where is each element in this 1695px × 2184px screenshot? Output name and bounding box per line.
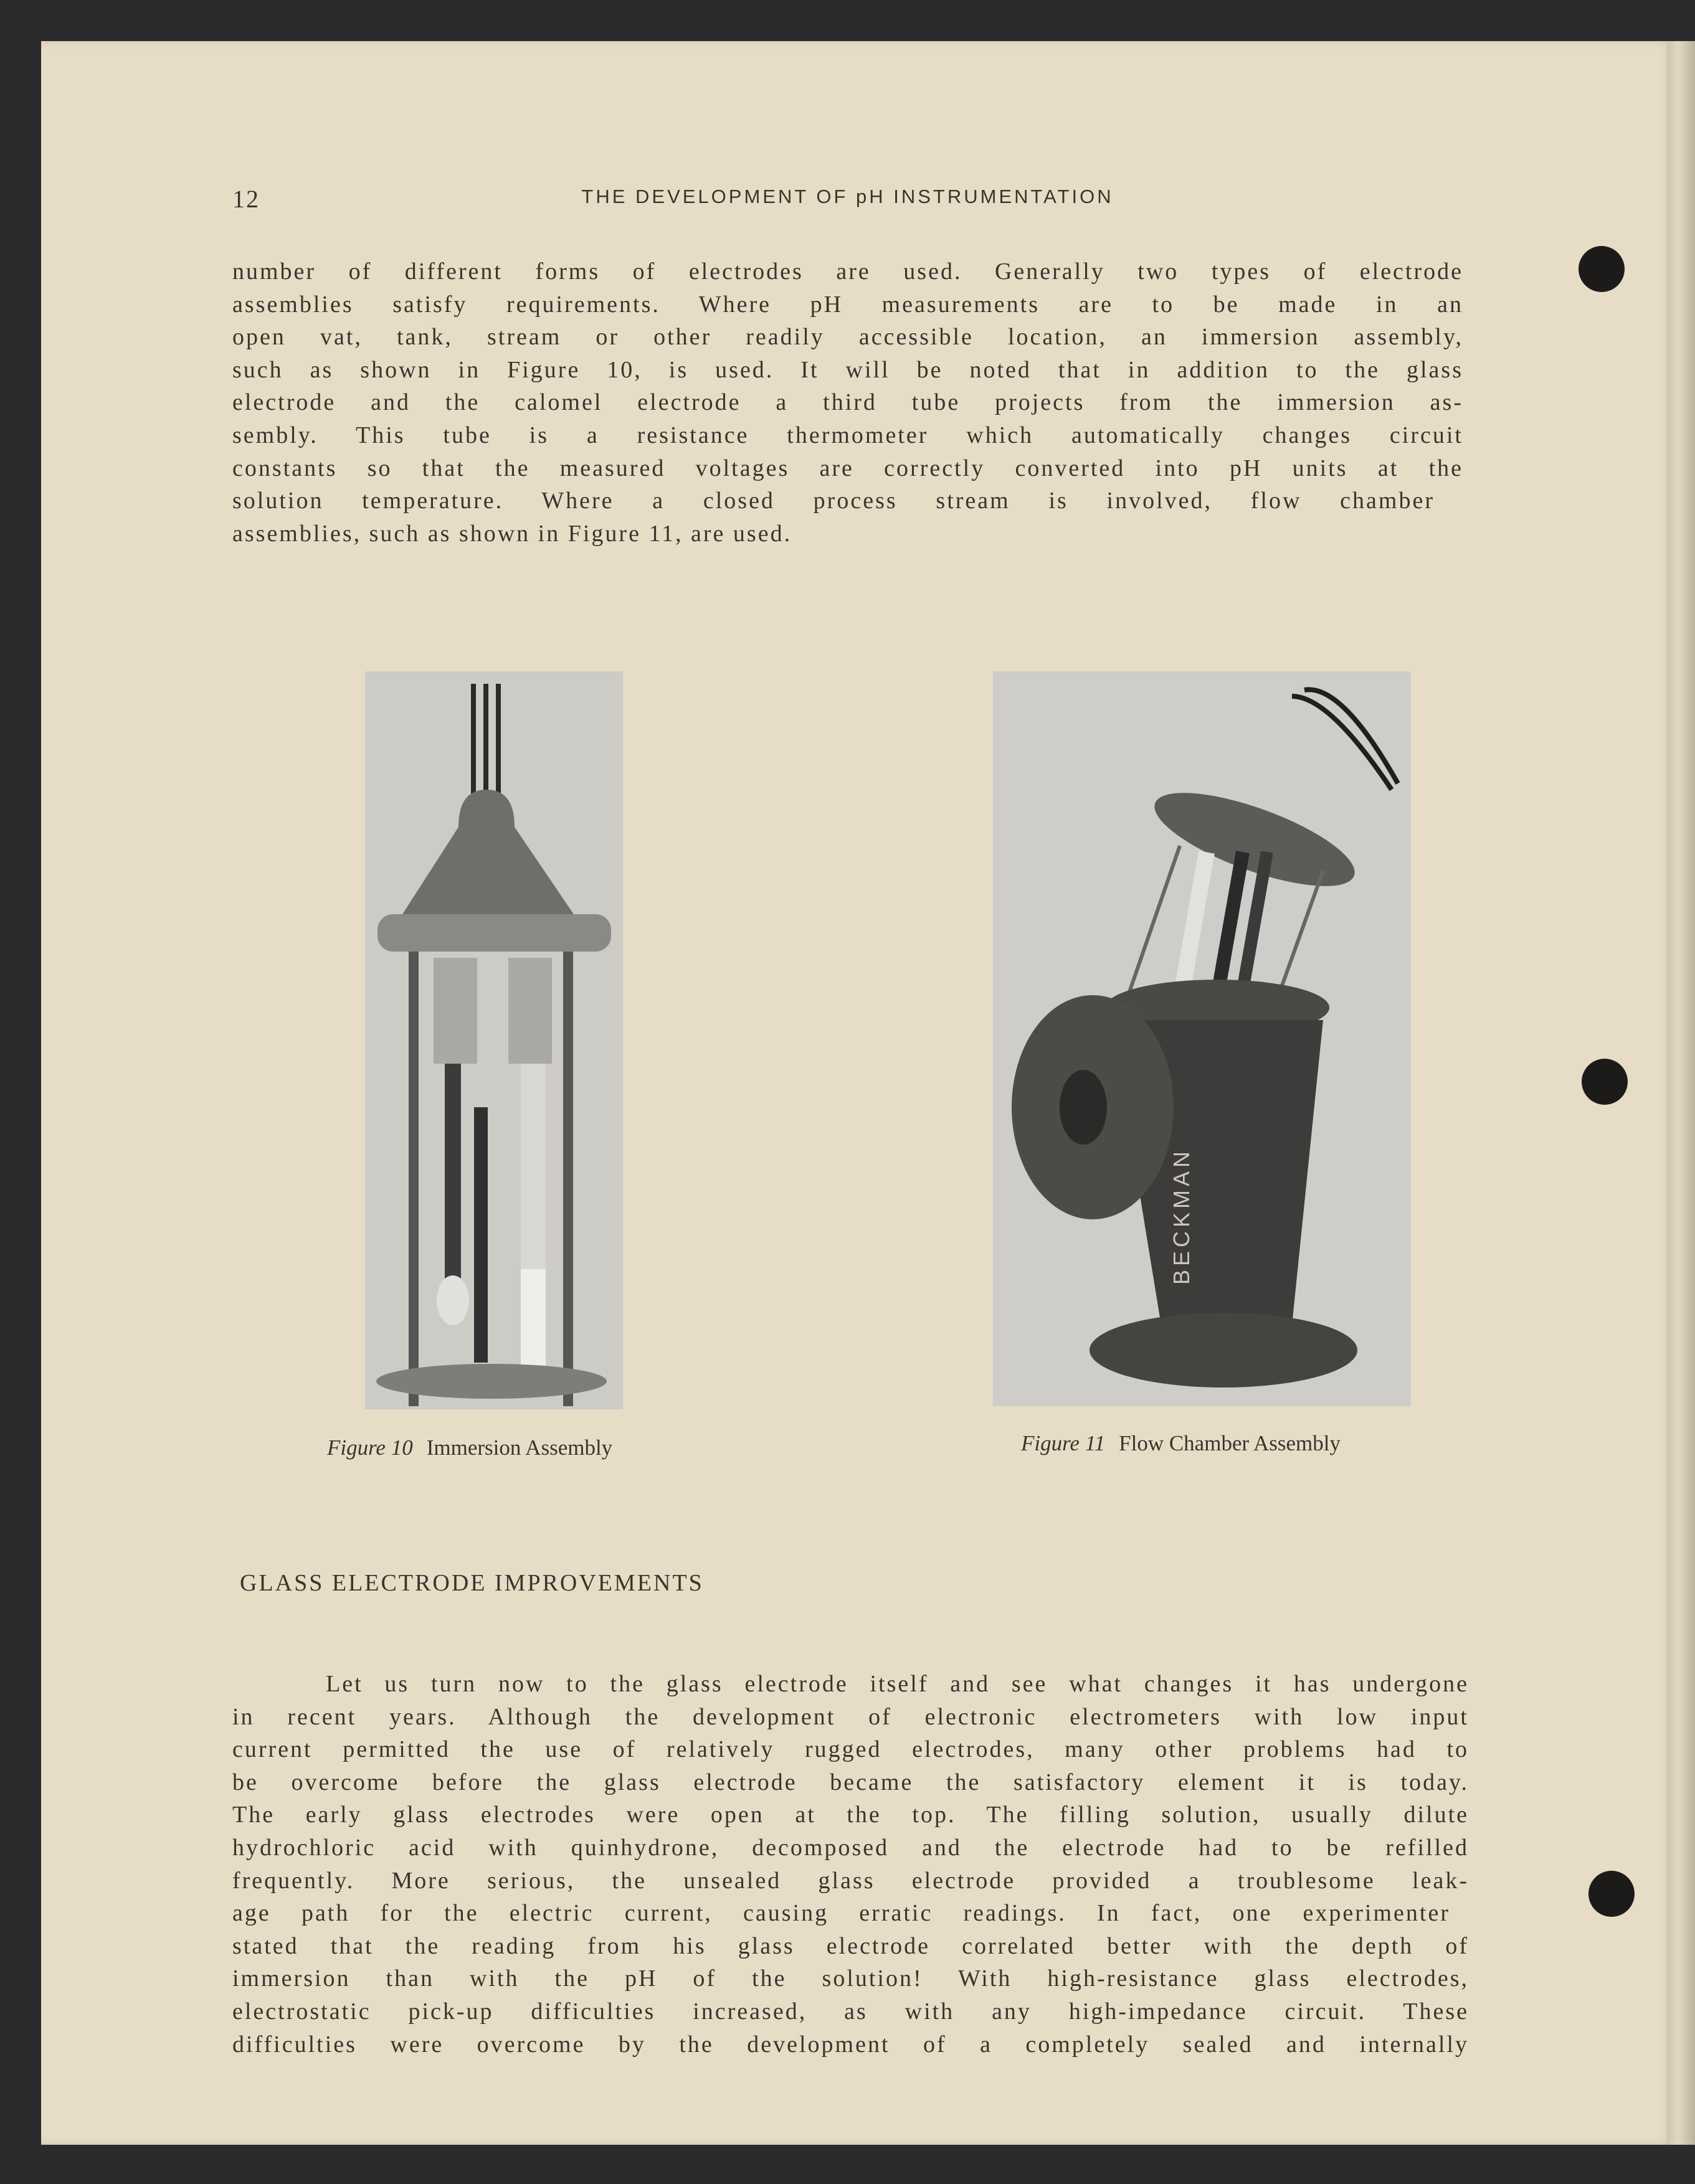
text-line: assemblies satisfy requirements. Where pH measurements are to be made in an <box>232 291 1463 318</box>
punch-hole <box>1588 1871 1635 1917</box>
beckman-stamp: BECKMAN <box>1169 1147 1194 1285</box>
figure-label: Figure 10 <box>327 1435 413 1460</box>
text-line: open vat, tank, stream or other readily accessible location, an immersion assembly, <box>232 324 1463 351</box>
text-line: such as shown in Figure 10, is used. It will be noted that in addition to the glass <box>232 356 1463 383</box>
section-heading: GLASS ELECTRODE IMPROVEMENTS <box>240 1570 704 1596</box>
page-binding-edge <box>1667 41 1695 2145</box>
text-line: solution temperature. Where a closed process stream is involved, flow chamber <box>232 488 1435 514</box>
text-line: in recent years. Although the development of electronic electrometers with low input <box>232 1703 1469 1730</box>
text-line: stated that the reading from his glass electrode correlated better with the depth of <box>232 1932 1469 1959</box>
text-line: electrode and the calomel electrode a third tube projects from the immersion as- <box>232 389 1463 416</box>
figure-10-caption <box>327 1435 612 1460</box>
text-line: electrostatic pick-up difficulties increased, as with any high-impedance circuit. These <box>232 1998 1469 2025</box>
text-line: constants so that the measured voltages are correctly converted into pH units at the <box>232 455 1463 481</box>
page-number: 12 <box>232 185 260 213</box>
text-line: current permitted the use of relatively rugged electrodes, many other problems had to <box>232 1736 1469 1763</box>
figure-title: Immersion Assembly <box>426 1435 613 1460</box>
paragraph-2 <box>232 1668 1469 2061</box>
text-line: sembly. This tube is a resistance thermometer which automatically changes circuit <box>232 422 1463 448</box>
figure-11-caption <box>1021 1431 1341 1456</box>
text-line: hydrochloric acid with quinhydrone, decomposed and the electrode had to be refilled <box>232 1834 1469 1861</box>
text-line: assemblies, such as shown in Figure 11, are used. <box>232 520 792 547</box>
text-line: age path for the electric current, causing erratic readings. In fact, one experimenter <box>232 1900 1450 1927</box>
punch-hole <box>1579 246 1625 292</box>
running-title: THE DEVELOPMENT OF pH INSTRUMENTATION <box>581 186 1114 207</box>
text-line: The early glass electrodes were open at the top. The filling solution, usually dilute <box>232 1802 1469 1828</box>
flow-chamber-illustration <box>993 671 1411 1406</box>
text-line: number of different forms of electrodes are used. Generally two types of electrode <box>232 258 1463 285</box>
figure-10-photo <box>365 671 623 1409</box>
figure-title: Flow Chamber Assembly <box>1119 1431 1341 1455</box>
text-line: be overcome before the glass electrode became the satisfactory element it is today. <box>232 1769 1469 1795</box>
text-line: Let us turn now to the glass electrode itself and see what changes it has undergone <box>326 1671 1469 1697</box>
punch-hole <box>1582 1059 1628 1105</box>
text-line: frequently. More serious, the unsealed glass electrode provided a troublesome leak- <box>232 1867 1469 1894</box>
figure-11-photo <box>993 671 1411 1406</box>
figure-label: Figure 11 <box>1021 1431 1106 1455</box>
text-line: difficulties were overcome by the development of a completely sealed and internally <box>232 2031 1469 2058</box>
immersion-assembly-illustration <box>365 671 623 1409</box>
paragraph-1 <box>232 255 1463 550</box>
text-line: immersion than with the pH of the solution! With high-resistance glass electrodes, <box>232 1965 1469 1992</box>
